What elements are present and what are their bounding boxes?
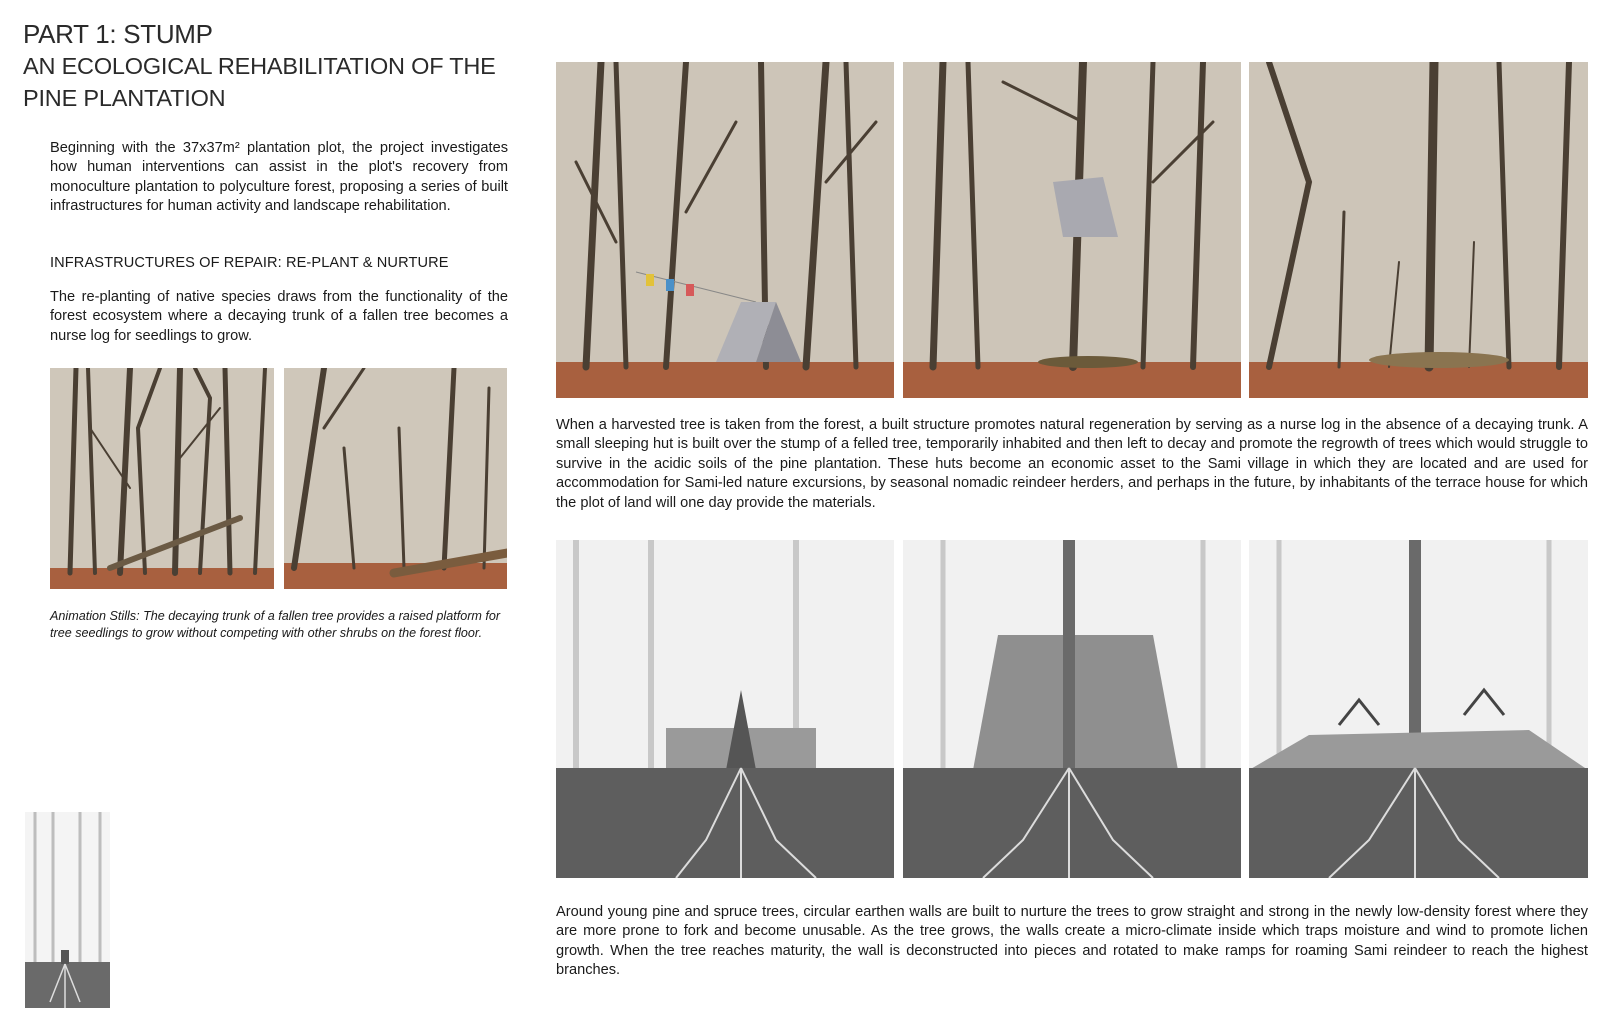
small-forest-section-sketch <box>25 812 110 1008</box>
model-photo-hut-decaying <box>903 62 1241 398</box>
section-subheading: INFRASTRUCTURES OF REPAIR: RE-PLANT & NURTURE <box>50 255 449 271</box>
sketch-earthen-wall-seedling <box>556 540 894 878</box>
wall-paragraph: Around young pine and spruce trees, circular earthen walls are built to nurture the trees to grow straight and strong in the newly low-density forest where they are more prone to fork and become unusable. As the tree grows, the walls create a micro-climate inside which traps moisture and wind to promote lichen growth. When the tree reaches maturity, the wall is deconstructed into pieces and rotated to make ramps for roaming Sami reindeer to reach the highest branches. <box>556 904 1588 979</box>
page-subtitle-line-1: AN ECOLOGICAL REHABILITATION OF THE <box>23 53 496 79</box>
animation-caption: Animation Stills: The decaying trunk of a fallen tree provides a raised platform for tree seedlings to grow without competing with other shrubs on the forest floor. <box>50 609 501 640</box>
model-photo-nurse-log-1 <box>50 368 274 589</box>
sketch-reindeer-ramps <box>1249 540 1588 878</box>
hut-paragraph: When a harvested tree is taken from the forest, a built structure promotes natural regeneration by serving as a nurse log in the absence of a decaying trunk. A small sleeping hut is built over the stump of a felled tree, temporarily inhabited and then left to decay and promote the regrowth of trees which would struggle to survive in the acidic soils of the pine plantation. These huts become an economic asset to the Sami village in which they are located and are used for accommodation for Sami-led nature excursions, by seasonal nomadic reindeer herders, and perhaps in the future, by inhabitants of the terrace house for which the plot of land will one day provide the materials. <box>556 417 1588 511</box>
page-subtitle-line-2: PINE PLANTATION <box>23 85 226 111</box>
title-block <box>23 18 543 114</box>
model-photo-stump-regrowth <box>1249 62 1588 398</box>
model-photo-hut-inhabited <box>556 62 894 398</box>
sketch-earthen-wall-mature <box>903 540 1241 878</box>
intro-paragraph: Beginning with the 37x37m² plantation plot, the project investigates how human interventions can assist in the plot's recovery from monoculture plantation to polyculture forest, proposing a series of built infrastructures for human activity and landscape rehabilitation. <box>50 140 508 215</box>
replant-paragraph: The re-planting of native species draws from the functionality of the forest ecosystem where a decaying trunk of a fallen tree becomes a nurse log for seedlings to grow. <box>50 289 508 344</box>
page-title: PART 1: STUMP <box>23 19 213 49</box>
model-photo-nurse-log-2 <box>284 368 507 589</box>
